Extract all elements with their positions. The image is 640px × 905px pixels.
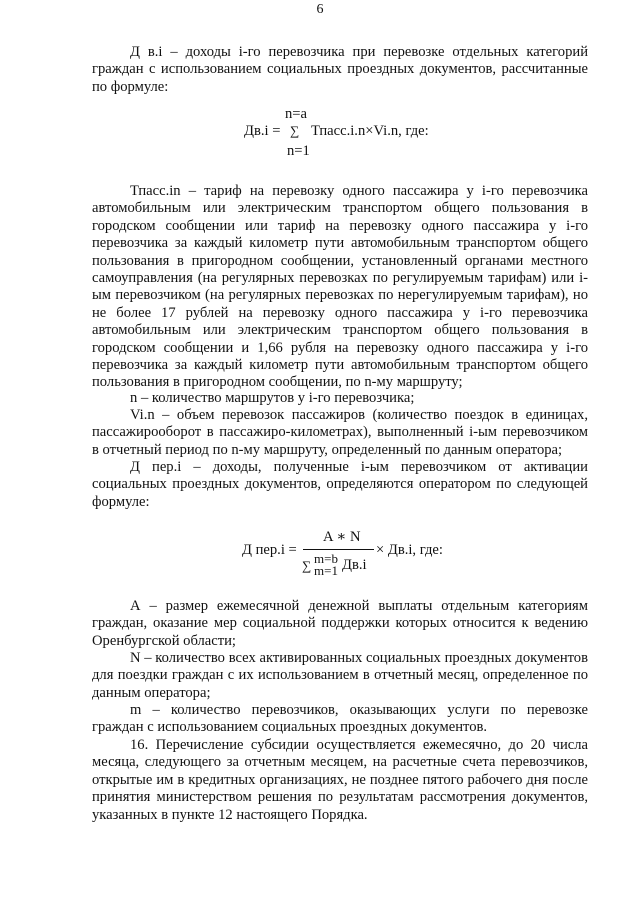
formula-dperi-den-lower: m=1: [314, 563, 338, 578]
formula-dperi-fraction-line: [303, 549, 374, 550]
page-number: 6: [316, 2, 324, 17]
paragraph-16: 16. Перечисление субсидии осуществляется ежемесячно, до 20 числа месяца, следующего за отчетным месяцем, на расчетные счета перевозчиков, открытые им в кредитных организациях, не позднее пятого рабочего дня после принятия министерством решения по результатам рассмотрения документов, указанных в пункте 12 настоящего Порядка.: [92, 737, 588, 823]
formula-dvi-sigma: ∑: [290, 123, 300, 138]
formula-dperi-den-upper: m=b: [314, 551, 338, 566]
formula-dvi-lower-limit: n=1: [287, 143, 310, 159]
paragraph-dvi-definition: Д в.i – доходы i-го перевозчика при перевозке отдельных категорий граждан с использованием социальных проездных документов, рассчитанные по формуле:: [92, 44, 588, 95]
paragraph-n-definition: n – количество маршрутов у i-го перевозчика;: [130, 390, 415, 406]
formula-dvi-lhs: Дв.i =: [244, 123, 281, 139]
formula-dperi-lhs: Д пер.i =: [242, 542, 297, 558]
formula-dvi-upper-limit: n=a: [285, 106, 308, 122]
formula-dperi-den-sigma: ∑: [302, 558, 312, 573]
formula-dperi-rhs: × Дв.i, где:: [376, 542, 443, 558]
paragraph-n-count-definition: N – количество всех активированных социальных проездных документов для поездки граждан с их использованием в отчетный месяц, определенное по данным оператора;: [92, 650, 588, 701]
paragraph-tariff-definition: Тпасс.in – тариф на перевозку одного пассажира у i-го перевозчика автомобильным или электрическим транспортом общего пользования в городском сообщении или тариф на перевозку одного пассажира у i-го перевозчика за каждый километр пути автомобильным транспортом общего пользования в пригородном сообщении, установленный органами местного самоуправления (на регулярных перевозках по регулируемым тарифам) или i-ым перевозчиком (на регулярных перевозках по нерегулируемым тарифам), но не более 17 рублей на перевозку одного пассажира у i-го перевозчика автомобильным или электрическим транспортом общего пользования в городском сообщении и 1,66 рубля на перевозку одного пассажира у i-го перевозчика за каждый километр пути автомобильным транспортом общего пользования в пригородном сообщении, по n-му маршруту;: [92, 183, 588, 391]
formula-dvi-rhs: Тпасс.i.n×Vi.n, где:: [311, 123, 429, 139]
paragraph-dperi-definition: Д пер.i – доходы, полученные i-ым перевозчиком от активации социальных проездных документов, определяются оператором по следующей формуле:: [92, 459, 588, 510]
paragraph-m-definition: m – количество перевозчиков, оказывающих услуги по перевозке граждан с использованием социальных проездных документов.: [92, 702, 588, 736]
formula-dperi-den-term: Дв.i: [342, 557, 367, 573]
paragraph-vin-definition: Vi.n – объем перевозок пассажиров (количество поездок в единицах, пассажирооборот в пассажиро-километрах), выполненный i-ым перевозчиком в отчетный период по n-му маршруту, определенный по данным оператора;: [92, 407, 588, 458]
formula-dperi-numerator: A ∗ N: [323, 529, 361, 545]
paragraph-a-definition: А – размер ежемесячной денежной выплаты отдельным категориям граждан, оказание мер социальной поддержки которых относится к ведению Оренбургской области;: [92, 598, 588, 649]
